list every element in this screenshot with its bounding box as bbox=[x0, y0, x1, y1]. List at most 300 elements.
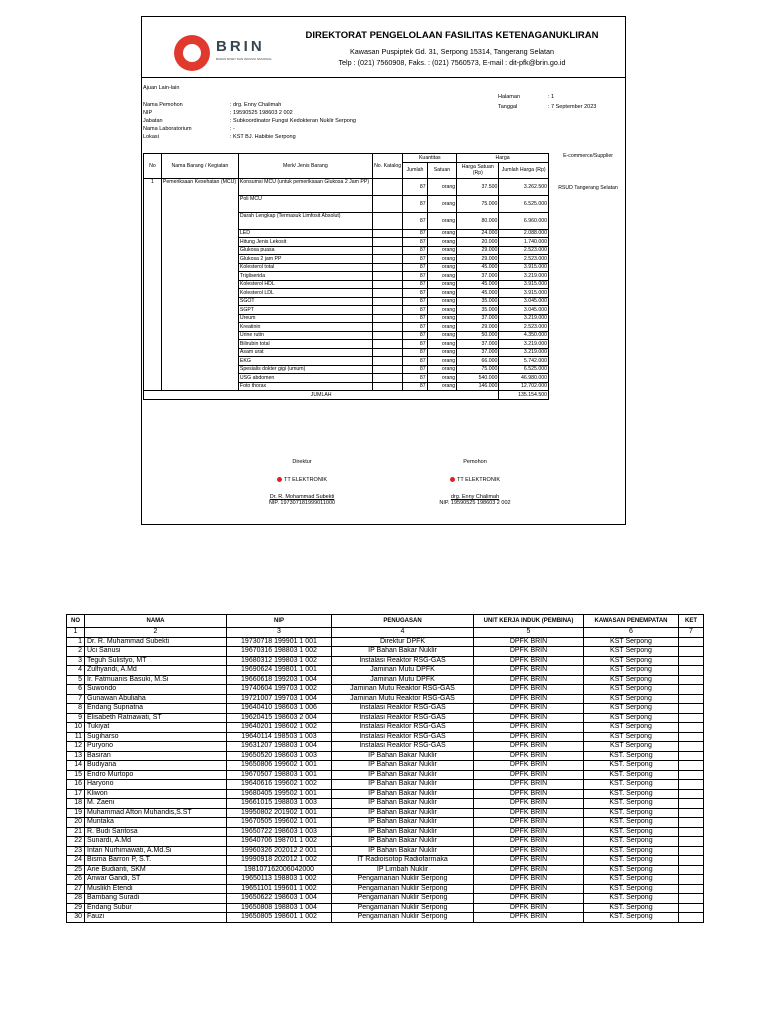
field-value: : 19590525 198603 2 002 bbox=[230, 110, 293, 116]
item-row bbox=[144, 178, 549, 195]
roster-cell: KST Serpong bbox=[584, 723, 679, 733]
roster-cell: 22 bbox=[67, 837, 85, 847]
roster-cell: Arie Budianti, SKM bbox=[85, 865, 227, 875]
item-total: 3.045.000 bbox=[499, 297, 549, 306]
item-name: Trigliserida bbox=[238, 272, 372, 281]
item-catalog bbox=[372, 263, 403, 272]
roster-cell: 28 bbox=[67, 894, 85, 904]
item-catalog bbox=[372, 314, 403, 323]
item-catalog bbox=[372, 297, 403, 306]
item-price: 75.000 bbox=[457, 365, 499, 374]
roster-cell: DPFK BRIN bbox=[474, 637, 584, 647]
item-catalog bbox=[372, 348, 403, 357]
roster-cell: Haryono bbox=[85, 780, 227, 790]
item-total: 3.045.000 bbox=[499, 306, 549, 315]
roster-cell: DPFK BRIN bbox=[474, 875, 584, 885]
item-price: 35.000 bbox=[457, 297, 499, 306]
roster-cell: 16 bbox=[67, 780, 85, 790]
roster-cell: KST. Serpong bbox=[584, 827, 679, 837]
roster-cell: 19650113 198803 1 002 bbox=[227, 875, 332, 885]
letterhead bbox=[142, 17, 625, 77]
roster-cell: Instalasi Reaktor RSG-GAS bbox=[332, 656, 474, 666]
item-qty: 87 bbox=[403, 255, 427, 264]
item-unit: orang bbox=[427, 246, 457, 255]
total-label: JUMLAH bbox=[144, 391, 499, 400]
roster-cell: IP Bahan Bakar Nuklir bbox=[332, 761, 474, 771]
roster-cell bbox=[679, 846, 704, 856]
roster-cell: 26 bbox=[67, 875, 85, 885]
roster-cell: Sunardi, A.Md bbox=[85, 837, 227, 847]
item-unit: orang bbox=[427, 195, 457, 212]
item-catalog bbox=[372, 229, 403, 238]
item-unit: orang bbox=[427, 348, 457, 357]
roster-cell: KST. Serpong bbox=[584, 761, 679, 771]
item-qty: 87 bbox=[403, 280, 427, 289]
roster-cell: Endro Murtopo bbox=[85, 770, 227, 780]
roster-col-header: KET bbox=[679, 615, 704, 628]
stamp-text: TT ELEKTRONIK bbox=[457, 477, 500, 483]
col-qty: Kuantitas bbox=[403, 154, 457, 163]
roster-cell: 1 bbox=[67, 637, 85, 647]
roster-cell bbox=[679, 723, 704, 733]
roster-cell: 19640706 198701 1 002 bbox=[227, 837, 332, 847]
items-table bbox=[143, 153, 549, 400]
roster-cell bbox=[679, 694, 704, 704]
roster-cell: Bisma Barron P, S.T. bbox=[85, 856, 227, 866]
roster-cell: KST. Serpong bbox=[584, 875, 679, 885]
roster-cell bbox=[679, 827, 704, 837]
roster-body bbox=[67, 637, 704, 922]
item-name: Poli MCU bbox=[238, 195, 372, 212]
roster-cell: Teguh Sulistyo, MT bbox=[85, 656, 227, 666]
roster-row bbox=[67, 789, 704, 799]
roster-cell bbox=[679, 656, 704, 666]
roster-cell: KST. Serpong bbox=[584, 884, 679, 894]
roster-row bbox=[67, 913, 704, 923]
roster-row bbox=[67, 884, 704, 894]
item-catalog bbox=[372, 195, 403, 212]
roster-row bbox=[67, 761, 704, 771]
item-total: 2.523.000 bbox=[499, 323, 549, 332]
roster-cell: DPFK BRIN bbox=[474, 913, 584, 923]
item-qty: 87 bbox=[403, 272, 427, 281]
roster-cell: Uci Sanusi bbox=[85, 647, 227, 657]
roster-cell: Fauzi bbox=[85, 913, 227, 923]
item-name: Foto thorax bbox=[238, 382, 372, 391]
item-price: 37.000 bbox=[457, 348, 499, 357]
roster-cell bbox=[679, 685, 704, 695]
roster-cell: IP Bahan Bakar Nuklir bbox=[332, 846, 474, 856]
roster-cell bbox=[679, 761, 704, 771]
item-catalog bbox=[372, 382, 403, 391]
item-catalog bbox=[372, 306, 403, 315]
roster-cell: Jaminan Mutu DPFK bbox=[332, 675, 474, 685]
roster-cell: DPFK BRIN bbox=[474, 799, 584, 809]
field-value: : - bbox=[230, 126, 235, 132]
item-unit: orang bbox=[427, 280, 457, 289]
field-labels bbox=[143, 101, 231, 141]
item-name: Kolesterol LDL bbox=[238, 289, 372, 298]
roster-cell: 30 bbox=[67, 913, 85, 923]
item-qty: 87 bbox=[403, 374, 427, 383]
item-qty: 87 bbox=[403, 382, 427, 391]
roster-cell: DPFK BRIN bbox=[474, 732, 584, 742]
roster-cell: IP Bahan Bakar Nuklir bbox=[332, 751, 474, 761]
roster-cell: DPFK BRIN bbox=[474, 723, 584, 733]
roster-row bbox=[67, 780, 704, 790]
item-price: 80.000 bbox=[457, 212, 499, 229]
item-total: 3.915.000 bbox=[499, 289, 549, 298]
roster-cell: KST. Serpong bbox=[584, 865, 679, 875]
item-total: 3.915.000 bbox=[499, 280, 549, 289]
item-total: 3.219.000 bbox=[499, 272, 549, 281]
roster-row bbox=[67, 694, 704, 704]
supplier-value: RSUD Tangerang Selatan bbox=[558, 185, 618, 191]
roster-cell bbox=[679, 903, 704, 913]
item-unit: orang bbox=[427, 229, 457, 238]
roster-cell: 19650622 198603 1 004 bbox=[227, 894, 332, 904]
item-unit: orang bbox=[427, 357, 457, 366]
roster-cell: KST. Serpong bbox=[584, 903, 679, 913]
roster-cell bbox=[679, 799, 704, 809]
org-title: DIREKTORAT PENGELOLAAN FASILITAS KETENAGANUKLIRAN bbox=[305, 30, 599, 41]
roster-col-number: 5 bbox=[474, 628, 584, 638]
roster-cell: 19620415 198603 2 004 bbox=[227, 713, 332, 723]
roster-cell: 19960326 202012 2 001 bbox=[227, 846, 332, 856]
item-name: Bilirubin total bbox=[238, 340, 372, 349]
item-catalog bbox=[372, 272, 403, 281]
roster-cell: KST Serpong bbox=[584, 647, 679, 657]
roster-row bbox=[67, 713, 704, 723]
item-qty: 87 bbox=[403, 229, 427, 238]
roster-row bbox=[67, 732, 704, 742]
roster-cell: KST Serpong bbox=[584, 637, 679, 647]
roster-row bbox=[67, 837, 704, 847]
item-total: 2.523.000 bbox=[499, 246, 549, 255]
item-total: 1.740.000 bbox=[499, 238, 549, 247]
roster-cell: 19670505 199602 1 001 bbox=[227, 818, 332, 828]
item-name: SGPT bbox=[238, 306, 372, 315]
roster-cell: Pengamanan Nuklir Serpong bbox=[332, 875, 474, 885]
roster-cell: Jaminan Mutu Reaktor RSG-GAS bbox=[332, 685, 474, 695]
col-qty-count: Jumlah bbox=[403, 162, 427, 178]
sign-left-nip: NIP. 197307181999011000 bbox=[268, 500, 336, 506]
col-price-total: Jumlah Harga (Rp) bbox=[499, 162, 549, 178]
item-price: 29.000 bbox=[457, 255, 499, 264]
roster-cell: Budiyana bbox=[85, 761, 227, 771]
roster-cell: DPFK BRIN bbox=[474, 656, 584, 666]
roster-cell: 19650806 199602 1 001 bbox=[227, 761, 332, 771]
field-label: Nama Laboratorium bbox=[143, 126, 192, 132]
item-price: 37.500 bbox=[457, 178, 499, 195]
field-label: Nama Pemohon bbox=[143, 102, 183, 108]
roster-cell: 7 bbox=[67, 694, 85, 704]
roster-cell bbox=[679, 637, 704, 647]
item-qty: 87 bbox=[403, 314, 427, 323]
item-total: 46.980.000 bbox=[499, 374, 549, 383]
roster-cell: Jaminan Mutu Reaktor RSG-GAS bbox=[332, 694, 474, 704]
roster-cell: KST. Serpong bbox=[584, 780, 679, 790]
item-catalog bbox=[372, 246, 403, 255]
roster-row bbox=[67, 770, 704, 780]
item-name: Kolesterol HDL bbox=[238, 280, 372, 289]
item-catalog bbox=[372, 357, 403, 366]
roster-cell: DPFK BRIN bbox=[474, 770, 584, 780]
roster-row bbox=[67, 818, 704, 828]
item-unit: orang bbox=[427, 178, 457, 195]
roster-cell bbox=[679, 913, 704, 923]
item-catalog bbox=[372, 212, 403, 229]
roster-cell: 24 bbox=[67, 856, 85, 866]
roster-cell: 19730718 199901 1 001 bbox=[227, 637, 332, 647]
item-qty: 87 bbox=[403, 263, 427, 272]
field-label: Jabatan bbox=[143, 118, 163, 124]
item-total: 3.219.000 bbox=[499, 348, 549, 357]
roster-cell: DPFK BRIN bbox=[474, 675, 584, 685]
roster-cell: Direktur DPFK bbox=[332, 637, 474, 647]
item-price: 75.000 bbox=[457, 195, 499, 212]
item-price: 146.000 bbox=[457, 382, 499, 391]
item-name: Kreatinin bbox=[238, 323, 372, 332]
roster-cell: Puryono bbox=[85, 742, 227, 752]
roster-cell bbox=[679, 647, 704, 657]
roster-col-number: 1 bbox=[67, 628, 85, 638]
item-name: Glukosa 2 jam PP bbox=[238, 255, 372, 264]
roster-cell: KST. Serpong bbox=[584, 837, 679, 847]
field-value: : drg. Enny Chalimah bbox=[230, 102, 282, 108]
item-qty: 87 bbox=[403, 340, 427, 349]
roster-cell: KST. Serpong bbox=[584, 808, 679, 818]
item-catalog bbox=[372, 331, 403, 340]
item-name: Glukosa puasa bbox=[238, 246, 372, 255]
stamp-text: TT ELEKTRONIK bbox=[284, 477, 327, 483]
roster-cell: Instalasi Reaktor RSG-GAS bbox=[332, 732, 474, 742]
item-total: 3.262.500 bbox=[499, 178, 549, 195]
roster-cell: Dr. R. Muhammad Subekti bbox=[85, 637, 227, 647]
roster-cell: KST. Serpong bbox=[584, 894, 679, 904]
total-value: 135.154.500 bbox=[499, 391, 549, 400]
roster-cell: DPFK BRIN bbox=[474, 808, 584, 818]
roster-col-number: 4 bbox=[332, 628, 474, 638]
item-catalog bbox=[372, 365, 403, 374]
roster-cell bbox=[679, 704, 704, 714]
item-price: 45.000 bbox=[457, 263, 499, 272]
item-name: Darah Lengkap (Termasuk Limfosit Absolut) bbox=[238, 212, 372, 229]
roster-cell: IP Limbah Nuklir bbox=[332, 865, 474, 875]
item-total: 6.525.000 bbox=[499, 365, 549, 374]
roster-cell: 23 bbox=[67, 846, 85, 856]
roster-col-number: 6 bbox=[584, 628, 679, 638]
roster-cell: DPFK BRIN bbox=[474, 704, 584, 714]
item-unit: orang bbox=[427, 212, 457, 229]
roster-row bbox=[67, 675, 704, 685]
item-unit: orang bbox=[427, 374, 457, 383]
date-label: Tanggal bbox=[498, 104, 518, 110]
roster-cell: 19990918 202012 1 002 bbox=[227, 856, 332, 866]
field-label: Lokasi bbox=[143, 134, 159, 140]
org-address: Kawasan Puspiptek Gd. 31, Serpong 15314, Tangerang Selatan bbox=[349, 47, 555, 56]
roster-cell bbox=[679, 751, 704, 761]
roster-cell: 19650805 198601 1 002 bbox=[227, 913, 332, 923]
col-no: No bbox=[144, 154, 162, 179]
roster-cell: Intan Nurhimawati, A.Md.Si bbox=[85, 846, 227, 856]
roster-cell: 29 bbox=[67, 903, 85, 913]
col-price-unit: Harga Satuan (Rp) bbox=[457, 162, 499, 178]
roster-cell: DPFK BRIN bbox=[474, 903, 584, 913]
roster-cell: 19640114 198503 1 003 bbox=[227, 732, 332, 742]
roster-cell: 17 bbox=[67, 789, 85, 799]
roster-cell: 19660618 199203 1 004 bbox=[227, 675, 332, 685]
roster-col-header: NAMA bbox=[85, 615, 227, 628]
roster-cell: DPFK BRIN bbox=[474, 789, 584, 799]
roster-cell: 3 bbox=[67, 656, 85, 666]
item-unit: orang bbox=[427, 272, 457, 281]
roster-cell: 19680405 199502 1 001 bbox=[227, 789, 332, 799]
brand-subtitle: BADAN RISET DAN INOVASI NASIONAL bbox=[216, 57, 272, 61]
roster-cell: 19 bbox=[67, 808, 85, 818]
item-price: 37.000 bbox=[457, 314, 499, 323]
roster-cell: IP Bahan Bakar Nuklir bbox=[332, 837, 474, 847]
roster-cell: Pengamanan Nuklir Serpong bbox=[332, 913, 474, 923]
roster-cell bbox=[679, 818, 704, 828]
roster-cell: 19640616 199602 1 002 bbox=[227, 780, 332, 790]
item-unit: orang bbox=[427, 263, 457, 272]
roster-cell: Elisabeth Ratnawati, ST bbox=[85, 713, 227, 723]
item-unit: orang bbox=[427, 382, 457, 391]
item-total: 6.960.000 bbox=[499, 212, 549, 229]
item-qty: 87 bbox=[403, 195, 427, 212]
roster-col-number: 3 bbox=[227, 628, 332, 638]
roster-cell: DPFK BRIN bbox=[474, 742, 584, 752]
roster-cell: DPFK BRIN bbox=[474, 818, 584, 828]
roster-cell: KST Serpong bbox=[584, 675, 679, 685]
item-catalog bbox=[372, 374, 403, 383]
roster-cell: DPFK BRIN bbox=[474, 751, 584, 761]
roster-cell: KST. Serpong bbox=[584, 846, 679, 856]
header-divider bbox=[142, 77, 625, 78]
roster-cell: 19670507 198803 1 001 bbox=[227, 770, 332, 780]
roster-cell: 27 bbox=[67, 884, 85, 894]
roster-cell bbox=[679, 770, 704, 780]
roster-cell bbox=[679, 808, 704, 818]
item-qty: 87 bbox=[403, 348, 427, 357]
roster-cell: IP Bahan Bakar Nuklir bbox=[332, 827, 474, 837]
roster-cell: KST. Serpong bbox=[584, 913, 679, 923]
roster-cell: Instalasi Reaktor RSG-GAS bbox=[332, 713, 474, 723]
item-name: Asam urat bbox=[238, 348, 372, 357]
item-qty: 87 bbox=[403, 323, 427, 332]
item-price: 37.000 bbox=[457, 272, 499, 281]
roster-cell: 19651101 199601 1 002 bbox=[227, 884, 332, 894]
page-value: : 1 bbox=[548, 94, 555, 100]
roster-cell: 14 bbox=[67, 761, 85, 771]
roster-cell: 18 bbox=[67, 799, 85, 809]
roster-cell bbox=[679, 894, 704, 904]
roster-cell: Ir. Fatmuanis Basuki, M.Si bbox=[85, 675, 227, 685]
roster-cell: 4 bbox=[67, 666, 85, 676]
roster-cell: Basiran bbox=[85, 751, 227, 761]
roster-cell: IP Bahan Bakar Nuklir bbox=[332, 770, 474, 780]
roster-cell: Bambang Suradi bbox=[85, 894, 227, 904]
item-price: 540.000 bbox=[457, 374, 499, 383]
roster-col-number: 2 bbox=[85, 628, 227, 638]
item-price: 20.000 bbox=[457, 238, 499, 247]
item-total: 5.742.000 bbox=[499, 357, 549, 366]
roster-cell: 5 bbox=[67, 675, 85, 685]
roster-cell: KST Serpong bbox=[584, 685, 679, 695]
roster-cell: 20 bbox=[67, 818, 85, 828]
item-catalog bbox=[372, 255, 403, 264]
item-unit: orang bbox=[427, 340, 457, 349]
roster-cell: Muntaka bbox=[85, 818, 227, 828]
item-qty: 87 bbox=[403, 357, 427, 366]
item-name: Konsumsi MCU (untuk pemeriksaan Glukosa 2 Jam PP) bbox=[238, 178, 372, 195]
roster-cell: 19680312 199803 1 002 bbox=[227, 656, 332, 666]
total-row bbox=[144, 391, 549, 400]
roster-row bbox=[67, 704, 704, 714]
roster-cell: Instalasi Reaktor RSG-GAS bbox=[332, 704, 474, 714]
roster-cell: 19950802 201902 1 001 bbox=[227, 808, 332, 818]
roster-cell: Sugiharso bbox=[85, 732, 227, 742]
roster-cell: IP Bahan Bakar Nuklir bbox=[332, 647, 474, 657]
roster-cell: KST. Serpong bbox=[584, 856, 679, 866]
item-total: 2.523.000 bbox=[499, 255, 549, 264]
roster-cell: IP Bahan Bakar Nuklir bbox=[332, 780, 474, 790]
roster-cell: KST Serpong bbox=[584, 742, 679, 752]
field-value: : KST BJ. Habibie Serpong bbox=[230, 134, 296, 140]
roster-cell: 9 bbox=[67, 713, 85, 723]
date-value: : 7 September 2023 bbox=[548, 104, 597, 110]
col-price: Harga bbox=[457, 154, 549, 163]
roster-col-header: PENUGASAN bbox=[332, 615, 474, 628]
item-total: 3.915.000 bbox=[499, 263, 549, 272]
item-qty: 87 bbox=[403, 331, 427, 340]
sign-right-name: drg. Enny Chalimah bbox=[450, 494, 500, 500]
roster-cell: KST. Serpong bbox=[584, 789, 679, 799]
roster-cell: DPFK BRIN bbox=[474, 685, 584, 695]
roster-cell: Anwar Gandi, ST bbox=[85, 875, 227, 885]
roster-cell: Pengamanan Nuklir Serpong bbox=[332, 884, 474, 894]
roster-cell bbox=[679, 856, 704, 866]
roster-cell: IP Bahan Bakar Nuklir bbox=[332, 808, 474, 818]
roster-cell: KST Serpong bbox=[584, 694, 679, 704]
roster-cell bbox=[679, 666, 704, 676]
item-qty: 87 bbox=[403, 246, 427, 255]
roster-cell: Instalasi Reaktor RSG-GAS bbox=[332, 742, 474, 752]
roster-header-row bbox=[67, 615, 704, 628]
roster-cell: 19661015 198803 1 003 bbox=[227, 799, 332, 809]
roster-cell: KST. Serpong bbox=[584, 770, 679, 780]
roster-col-header: UNIT KERJA INDUK (PEMBINA) bbox=[474, 615, 584, 628]
roster-cell: M. Zaeni bbox=[85, 799, 227, 809]
roster-cell: KST Serpong bbox=[584, 713, 679, 723]
item-qty: 87 bbox=[403, 306, 427, 315]
roster-row bbox=[67, 827, 704, 837]
brin-logo-icon bbox=[174, 35, 210, 71]
row-number: 1 bbox=[144, 178, 162, 391]
roster-cell: DPFK BRIN bbox=[474, 884, 584, 894]
roster-cell: Gunawan Abuliaha bbox=[85, 694, 227, 704]
item-catalog bbox=[372, 280, 403, 289]
item-unit: orang bbox=[427, 297, 457, 306]
roster-cell: KST. Serpong bbox=[584, 818, 679, 828]
item-catalog bbox=[372, 323, 403, 332]
roster-cell: 13 bbox=[67, 751, 85, 761]
item-price: 29.000 bbox=[457, 323, 499, 332]
item-qty: 87 bbox=[403, 365, 427, 374]
item-name: LED bbox=[238, 229, 372, 238]
item-total: 3.219.000 bbox=[499, 314, 549, 323]
